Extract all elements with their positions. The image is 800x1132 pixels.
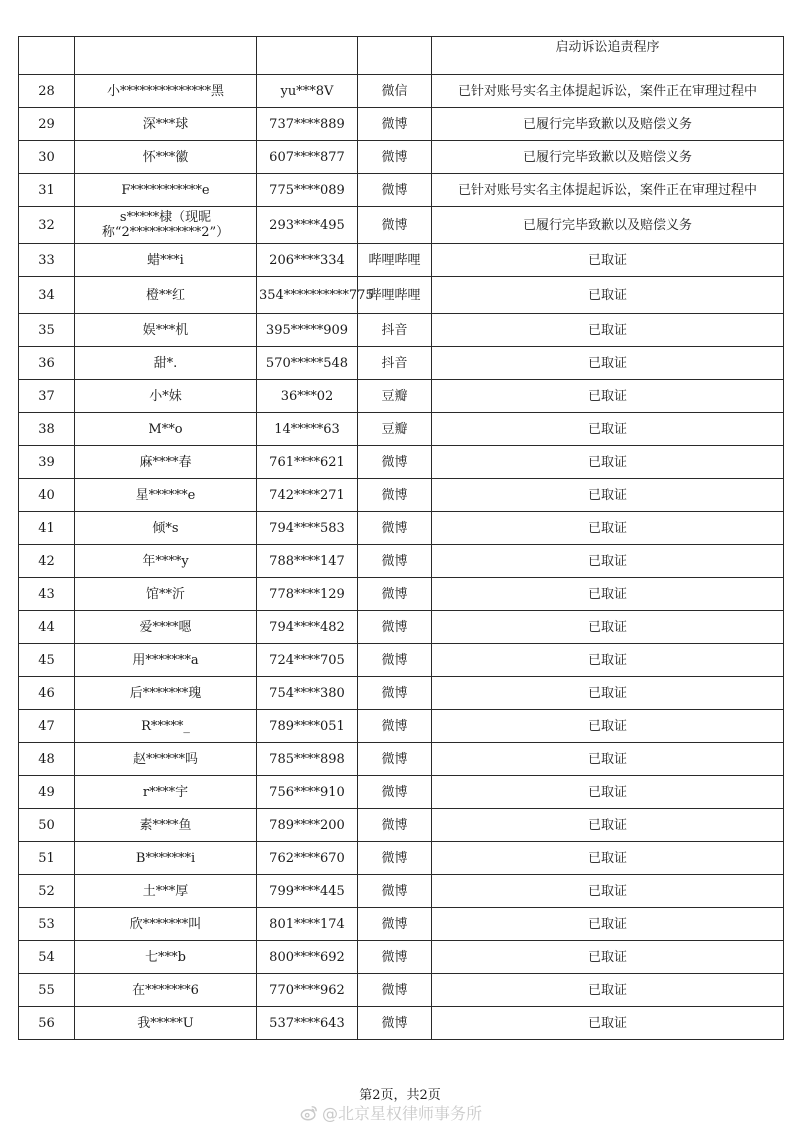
table-row xyxy=(19,710,784,743)
cell-status: 已取证 xyxy=(432,875,784,908)
cell-index: 28 xyxy=(19,75,75,108)
table-row xyxy=(19,314,784,347)
table-row xyxy=(19,1007,784,1040)
cell-account-name: 年****y xyxy=(75,545,257,578)
cell-account-name: 欣*******叫 xyxy=(75,908,257,941)
cell-status: 已针对账号实名主体提起诉讼，案件正在审理过程中 xyxy=(432,75,784,108)
cell-platform: 微博 xyxy=(358,512,432,545)
cell-status: 已履行完毕致歉以及赔偿义务 xyxy=(432,108,784,141)
table-row xyxy=(19,545,784,578)
cell-index: 41 xyxy=(19,512,75,545)
cell-status: 已取证 xyxy=(432,611,784,644)
cell-platform: 微博 xyxy=(358,908,432,941)
table-row xyxy=(19,941,784,974)
cell-account-id: 794****482 xyxy=(257,611,358,644)
cell-account-id: 761****621 xyxy=(257,446,358,479)
cell-status: 已取证 xyxy=(432,479,784,512)
cell-platform: 微博 xyxy=(358,743,432,776)
cell-index: 49 xyxy=(19,776,75,809)
cell-index: 46 xyxy=(19,677,75,710)
cell-account-id: 794****583 xyxy=(257,512,358,545)
table-row xyxy=(19,141,784,174)
cell-account-id: 724****705 xyxy=(257,644,358,677)
cell-index: 32 xyxy=(19,207,75,244)
table-row xyxy=(19,244,784,277)
cell-index: 54 xyxy=(19,941,75,974)
cell-account-id: 395*****909 xyxy=(257,314,358,347)
cell-status: 已取证 xyxy=(432,1007,784,1040)
cell-account-name: 在*******6 xyxy=(75,974,257,1007)
cell-status: 已取证 xyxy=(432,809,784,842)
cell-account-id: 801****174 xyxy=(257,908,358,941)
cell-status: 已取证 xyxy=(432,446,784,479)
cell-account-id: 770****962 xyxy=(257,974,358,1007)
cell-account-name: 倾*s xyxy=(75,512,257,545)
cell-account-id: 800****692 xyxy=(257,941,358,974)
cell-index: 52 xyxy=(19,875,75,908)
cell-platform: 微博 xyxy=(358,875,432,908)
cell-account-name: 用*******a xyxy=(75,644,257,677)
table-row xyxy=(19,108,784,141)
cell-status: 已取证 xyxy=(432,908,784,941)
table-row xyxy=(19,611,784,644)
cell-index: 38 xyxy=(19,413,75,446)
cell-account-id: 754****380 xyxy=(257,677,358,710)
table-row xyxy=(19,578,784,611)
cell-status: 已取证 xyxy=(432,578,784,611)
cell-status: 已取证 xyxy=(432,413,784,446)
cell-account-name: 橙**红 xyxy=(75,277,257,314)
cell-index: 48 xyxy=(19,743,75,776)
cell-account-name: M**o xyxy=(75,413,257,446)
cell-platform: 微博 xyxy=(358,545,432,578)
cell-account-id: 788****147 xyxy=(257,545,358,578)
cell-index: 35 xyxy=(19,314,75,347)
table-body xyxy=(19,37,784,1040)
table-header-row xyxy=(19,37,784,75)
cell-status: 已履行完毕致歉以及赔偿义务 xyxy=(432,207,784,244)
cell-status: 已取证 xyxy=(432,677,784,710)
cell-status: 已取证 xyxy=(432,380,784,413)
cell-account-name: s*****棣（现昵称“2***********2”） xyxy=(75,207,257,244)
header-cell-no xyxy=(19,37,75,75)
cell-account-id: 789****200 xyxy=(257,809,358,842)
cell-account-name: 小**************黑 xyxy=(75,75,257,108)
table-row xyxy=(19,380,784,413)
cell-account-name: 七***b xyxy=(75,941,257,974)
cell-platform: 微博 xyxy=(358,776,432,809)
cell-platform: 豆瓣 xyxy=(358,413,432,446)
header-cell-platform xyxy=(358,37,432,75)
cell-account-name: 后*******瑰 xyxy=(75,677,257,710)
table-row xyxy=(19,776,784,809)
cell-status: 已取证 xyxy=(432,314,784,347)
table-row xyxy=(19,512,784,545)
cell-index: 44 xyxy=(19,611,75,644)
cell-platform: 微博 xyxy=(358,108,432,141)
cell-status: 已取证 xyxy=(432,842,784,875)
cell-account-id: 206****334 xyxy=(257,244,358,277)
cell-platform: 微博 xyxy=(358,644,432,677)
cell-account-name: 怀***徽 xyxy=(75,141,257,174)
table-row xyxy=(19,809,784,842)
cell-index: 53 xyxy=(19,908,75,941)
watermark xyxy=(300,1101,482,1124)
cell-index: 45 xyxy=(19,644,75,677)
cell-account-name: r****宇 xyxy=(75,776,257,809)
table-row xyxy=(19,75,784,108)
cell-account-name: F***********e xyxy=(75,174,257,207)
cell-account-name: 甜*. xyxy=(75,347,257,380)
cell-platform: 豆瓣 xyxy=(358,380,432,413)
cell-account-name: 赵******吗 xyxy=(75,743,257,776)
cell-account-id: 742****271 xyxy=(257,479,358,512)
cell-account-id: 737****889 xyxy=(257,108,358,141)
cell-platform: 抖音 xyxy=(358,347,432,380)
cell-status: 已取证 xyxy=(432,545,784,578)
cell-platform: 微信 xyxy=(358,75,432,108)
cell-platform: 微博 xyxy=(358,842,432,875)
cell-status: 已取证 xyxy=(432,974,784,1007)
table-row xyxy=(19,277,784,314)
table-row xyxy=(19,743,784,776)
table-row xyxy=(19,677,784,710)
cell-index: 31 xyxy=(19,174,75,207)
cell-platform: 微博 xyxy=(358,941,432,974)
cell-account-id: 537****643 xyxy=(257,1007,358,1040)
cell-account-name: 我*****U xyxy=(75,1007,257,1040)
cell-index: 40 xyxy=(19,479,75,512)
cell-account-name: 娱***机 xyxy=(75,314,257,347)
cell-account-id: 607****877 xyxy=(257,141,358,174)
cell-platform: 微博 xyxy=(358,1007,432,1040)
cell-status: 已取证 xyxy=(432,277,784,314)
cell-index: 30 xyxy=(19,141,75,174)
cell-platform: 微博 xyxy=(358,710,432,743)
account-table xyxy=(18,36,784,1040)
cell-status: 已取证 xyxy=(432,347,784,380)
cell-platform: 哔哩哔哩 xyxy=(358,244,432,277)
cell-account-id: 293****495 xyxy=(257,207,358,244)
cell-index: 34 xyxy=(19,277,75,314)
cell-status: 已履行完毕致歉以及赔偿义务 xyxy=(432,141,784,174)
cell-index: 37 xyxy=(19,380,75,413)
cell-account-id: 756****910 xyxy=(257,776,358,809)
cell-status: 已取证 xyxy=(432,743,784,776)
cell-account-name: B*******i xyxy=(75,842,257,875)
cell-account-id: 36***02 xyxy=(257,380,358,413)
table-row xyxy=(19,875,784,908)
cell-account-name: 爱****嗯 xyxy=(75,611,257,644)
cell-platform: 微博 xyxy=(358,809,432,842)
table-row xyxy=(19,413,784,446)
cell-index: 51 xyxy=(19,842,75,875)
cell-platform: 微博 xyxy=(358,974,432,1007)
cell-account-name: 小*妹 xyxy=(75,380,257,413)
cell-index: 33 xyxy=(19,244,75,277)
cell-platform: 微博 xyxy=(358,479,432,512)
table-row xyxy=(19,446,784,479)
header-cell-status: 启动诉讼追责程序 xyxy=(432,37,784,75)
watermark-text: @北京星权律师事务所 xyxy=(322,1104,483,1123)
cell-account-id: 799****445 xyxy=(257,875,358,908)
weibo-logo-icon xyxy=(300,1104,318,1122)
cell-account-name: 馆**沂 xyxy=(75,578,257,611)
cell-platform: 微博 xyxy=(358,207,432,244)
cell-index: 50 xyxy=(19,809,75,842)
cell-platform: 微博 xyxy=(358,141,432,174)
cell-account-id: yu***8V xyxy=(257,75,358,108)
cell-account-id: 762****670 xyxy=(257,842,358,875)
cell-account-name: 麻****春 xyxy=(75,446,257,479)
table-row xyxy=(19,174,784,207)
cell-account-id: 778****129 xyxy=(257,578,358,611)
cell-account-name: 星******e xyxy=(75,479,257,512)
cell-status: 已取证 xyxy=(432,512,784,545)
cell-status: 已针对账号实名主体提起诉讼，案件正在审理过程中 xyxy=(432,174,784,207)
table-row xyxy=(19,908,784,941)
cell-index: 42 xyxy=(19,545,75,578)
table-row xyxy=(19,644,784,677)
cell-account-id: 354**********775 xyxy=(257,277,358,314)
table-row xyxy=(19,479,784,512)
cell-index: 36 xyxy=(19,347,75,380)
cell-account-id: 570*****548 xyxy=(257,347,358,380)
cell-status: 已取证 xyxy=(432,776,784,809)
cell-account-id: 14*****63 xyxy=(257,413,358,446)
header-cell-id xyxy=(257,37,358,75)
cell-account-name: 蜡***i xyxy=(75,244,257,277)
cell-index: 56 xyxy=(19,1007,75,1040)
cell-platform: 微博 xyxy=(358,611,432,644)
cell-status: 已取证 xyxy=(432,644,784,677)
header-cell-name xyxy=(75,37,257,75)
cell-platform: 微博 xyxy=(358,446,432,479)
cell-status: 已取证 xyxy=(432,710,784,743)
cell-account-name: 深***球 xyxy=(75,108,257,141)
cell-status: 已取证 xyxy=(432,941,784,974)
cell-index: 29 xyxy=(19,108,75,141)
cell-index: 43 xyxy=(19,578,75,611)
cell-account-name: 土***厚 xyxy=(75,875,257,908)
cell-platform: 哔哩哔哩 xyxy=(358,277,432,314)
cell-index: 47 xyxy=(19,710,75,743)
table-row xyxy=(19,974,784,1007)
cell-account-id: 789****051 xyxy=(257,710,358,743)
cell-platform: 微博 xyxy=(358,174,432,207)
cell-account-id: 785****898 xyxy=(257,743,358,776)
cell-platform: 微博 xyxy=(358,578,432,611)
table-row xyxy=(19,347,784,380)
table-row xyxy=(19,842,784,875)
cell-index: 55 xyxy=(19,974,75,1007)
cell-index: 39 xyxy=(19,446,75,479)
cell-platform: 抖音 xyxy=(358,314,432,347)
cell-account-name: 素****鱼 xyxy=(75,809,257,842)
cell-account-id: 775****089 xyxy=(257,174,358,207)
table-row xyxy=(19,207,784,244)
page-number: 第2页，共2页 xyxy=(359,1088,441,1103)
cell-platform: 微博 xyxy=(358,677,432,710)
cell-account-name: R*****_ xyxy=(75,710,257,743)
cell-status: 已取证 xyxy=(432,244,784,277)
